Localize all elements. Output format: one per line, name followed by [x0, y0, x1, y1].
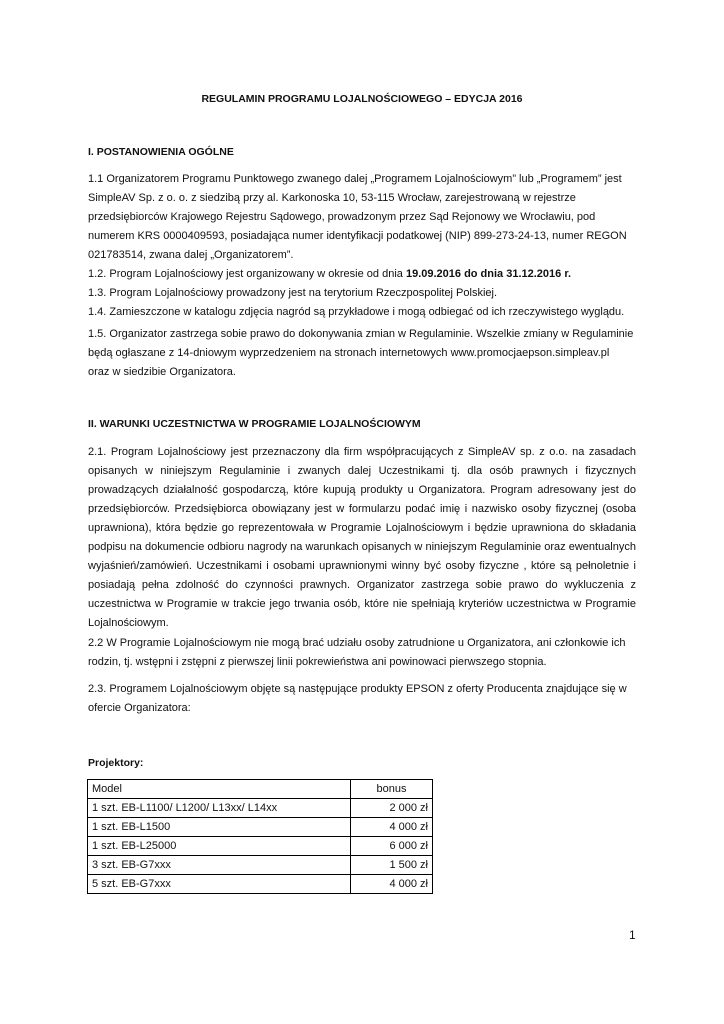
table-row	[88, 875, 433, 894]
text-line: numerem KRS 0000409593, posiadająca numer identyfikacji podatkowej (NIP) 899-273-24-13, numer REGON	[88, 230, 627, 242]
paragraph-2-3	[88, 680, 636, 718]
paragraph-1-1	[88, 170, 636, 322]
text-line: oraz w siedzibie Organizatora.	[88, 366, 236, 378]
bonus-cell: 1 500 zł	[351, 856, 433, 875]
text-line: uczestnictwa w Programie w trakcie jego trwania osób, które nie spełniają kryteriów uczestnictwa w Programie	[88, 598, 636, 610]
paragraph-2-2	[88, 634, 636, 672]
table-row	[88, 818, 433, 837]
paragraph-2-1	[88, 443, 636, 633]
paragraph-1-2	[88, 265, 636, 284]
text-line: SimpleAV Sp. z o. o. z siedzibą przy al. Karkonoska 10, 53-115 Wrocław, zarejestrowaną w rejestrze	[88, 192, 576, 204]
text-line: Lojalnościowym.	[88, 617, 169, 629]
text-line: 2.2 W Programie Lojalnościowym nie mogą brać udziału osoby zatrudnione u Organizatora, ani członkowie ich	[88, 637, 626, 649]
table-row	[88, 799, 433, 818]
text-line: 1.1 Organizatorem Programu Punktowego zwanego dalej „Programem Lojalnościowym” lub „Programem” jest	[88, 173, 622, 185]
text-line: 2.3. Programem Lojalnościowym objęte są następujące produkty EPSON z oferty Producenta znajdujące się w	[88, 683, 627, 695]
paragraph-1-3: 1.3. Program Lojalnościowy prowadzony jest na terytorium Rzeczpospolitej Polskiej.	[88, 287, 498, 299]
projectors-heading: Projektory:	[88, 757, 144, 769]
model-cell: 1 szt. EB-L25000	[88, 837, 351, 856]
document-title: REGULAMIN PROGRAMU LOJALNOŚCIOWEGO – EDYCJA 2016	[201, 93, 523, 105]
text-line: posiadają pełna zdolność do czynności prawnych. Organizator zastrzega sobie prawo do wykluczenia z	[88, 579, 636, 591]
table-row	[88, 856, 433, 875]
paragraph-1-2-text: 1.2. Program Lojalnościowy jest organizowany w okresie od dnia	[88, 268, 406, 280]
program-dates: 19.09.2016 do dnia 31.12.2016 r.	[405, 268, 572, 280]
paragraph-1-4: 1.4. Zamieszczone w katalogu zdjęcia nagród są przykładowe i mogą odbiegać od ich rzeczywistego wyglądu.	[88, 306, 625, 318]
model-cell: 3 szt. EB-G7xxx	[88, 856, 351, 875]
text-line: prowadzących działalność gospodarczą, które kupują produkty u Organizatora. Program adresowany jest do	[88, 484, 636, 496]
page-number: 1	[629, 928, 636, 942]
model-cell: 5 szt. EB-G7xxx	[88, 875, 351, 894]
model-cell: 1 szt. EB-L1100/ L1200/ L13xx/ L14xx	[88, 799, 351, 818]
text-line: rodzin, tj. wstępni i zstępni z pierwszej linii pokrewieństwa ani powinowaci pierwszego stopnia.	[88, 656, 547, 668]
text-line: podpisu na dokumencie odbioru nagrody na warunkach opisanych w niniejszym Regulaminie oraz ewentualnych	[88, 541, 636, 553]
model-column-header: Model	[88, 780, 351, 799]
table-header-row	[88, 780, 433, 799]
bonus-column-header: bonus	[351, 780, 433, 799]
text-line: 2.1. Program Lojalnościowy jest przeznaczony dla firm współpracujących z SimpleAV sp. z o.o. na zasadach	[88, 446, 636, 458]
text-line: ofercie Organizatora:	[88, 702, 191, 714]
text-line: wyjaśnień/zamówień. Uczestnikami i osobami uprawnionymi winny być osoby fizyczne , które są pełnoletnie i	[88, 560, 636, 572]
projectors-bonus-table	[87, 779, 433, 894]
text-line: 021783514, zwana dalej „Organizatorem”.	[88, 249, 294, 261]
model-cell: 1 szt. EB-L1500	[88, 818, 351, 837]
text-line: uprawniona), która będzie go reprezentowała w Programie Lojalnościowym i będzie uprawniona do składania	[88, 522, 636, 534]
text-line: będą ogłaszane z 14-dniowym wyprzedzeniem na stronach internetowych www.promocjaepson.simpleav.pl	[88, 347, 610, 359]
text-line: 1.5. Organizator zastrzega sobie prawo do dokonywania zmian w Regulaminie. Wszelkie zmiany w Regulaminie	[88, 328, 634, 340]
text-line: opisanych w niniejszym Regulaminie i zwanych dalej Uczestnikami tj. dla osób prawnych i fizycznych	[88, 465, 636, 477]
bonus-cell: 4 000 zł	[351, 818, 433, 837]
text-line: przedsiębiorców. Przedsiębiorca obowiązany jest w formularzu podać imię i nazwisko osoby fizycznej (osoba	[88, 503, 636, 515]
bonus-cell: 6 000 zł	[351, 837, 433, 856]
paragraph-1-5	[88, 325, 636, 382]
section-1-heading: I. POSTANOWIENIA OGÓLNE	[88, 146, 234, 158]
section-2-heading: II. WARUNKI UCZESTNICTWA W PROGRAMIE LOJALNOŚCIOWYM	[88, 418, 421, 430]
text-line: przedsiębiorców Krajowego Rejestru Sądowego, prowadzonym przez Sąd Rejonowy we Wrocławiu, pod	[88, 211, 596, 223]
bonus-cell: 2 000 zł	[351, 799, 433, 818]
bonus-cell: 4 000 zł	[351, 875, 433, 894]
table-row	[88, 837, 433, 856]
